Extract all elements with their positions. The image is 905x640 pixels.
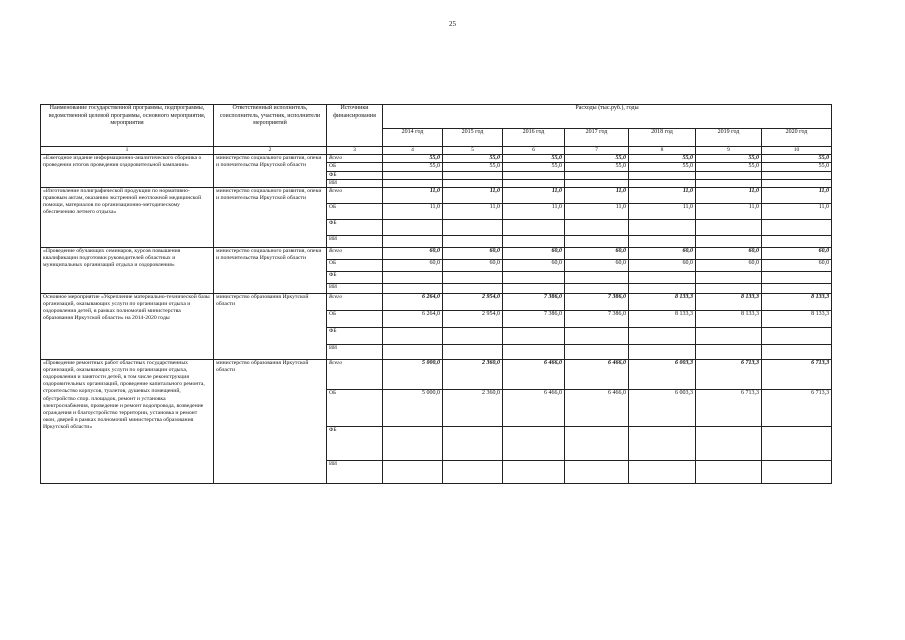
expense-value <box>762 344 832 359</box>
funding-source: ОБ <box>327 389 383 426</box>
expense-value: 2 954,0 <box>443 310 503 327</box>
measure-name: «Ежегодное издание информационно-аналитического сборника о проведении итогов проведения оздоровительной кампании» <box>41 154 214 187</box>
expense-value <box>383 426 443 460</box>
expense-value: 11,0 <box>443 187 503 203</box>
expense-value: 6 466,0 <box>565 389 629 426</box>
table-row <box>41 187 832 203</box>
header-year: 2019 год <box>696 129 762 147</box>
column-number: 9 <box>696 147 762 155</box>
expense-value: 11,0 <box>762 187 832 203</box>
expense-value <box>565 426 629 460</box>
expense-value: 55,0 <box>503 163 565 172</box>
header-source: Источники финансирования <box>327 105 383 147</box>
expense-value <box>629 171 696 179</box>
expense-value <box>629 283 696 293</box>
expense-value <box>565 344 629 359</box>
expense-value <box>696 219 762 235</box>
expense-value <box>762 219 832 235</box>
funding-source: ИИ <box>327 283 383 293</box>
expense-value <box>762 426 832 460</box>
page-number: 25 <box>449 20 456 28</box>
expense-value: 55,0 <box>696 163 762 172</box>
column-number: 5 <box>443 147 503 155</box>
funding-source: ФБ <box>327 426 383 460</box>
expense-value <box>443 179 503 187</box>
expense-value: 2 360,0 <box>443 359 503 389</box>
expense-value <box>443 460 503 483</box>
expense-value <box>696 327 762 344</box>
measure-executor: министерство социального развития, опеки и попечительства Иркутской области <box>214 154 327 187</box>
expenses-table <box>40 104 832 484</box>
expense-value: 8 133,3 <box>696 293 762 310</box>
expense-value: 6 713,3 <box>696 359 762 389</box>
header-year: 2015 год <box>443 129 503 147</box>
expense-value <box>565 460 629 483</box>
expense-value <box>696 426 762 460</box>
expense-value <box>383 235 443 247</box>
expense-value <box>383 271 443 283</box>
funding-source: ФБ <box>327 271 383 283</box>
expense-value <box>565 171 629 179</box>
expense-value: 8 133,3 <box>629 293 696 310</box>
funding-source: ИИ <box>327 235 383 247</box>
funding-source: Всего <box>327 247 383 259</box>
expense-value <box>565 219 629 235</box>
measure-name: «Проведение ремонтных работ областных государственных организаций, оказывающих услуги по организации отдыха, оздоровления и занятости детей, в том числе реконструкция оздоровительных организаций, проведение капитального ремонта, строительство корпусов, туалетов, душевых помещений, обустройство спор. площадок, ремонт и установка электроснабжения, проведение и ремонт водопровода, возведение ограждения и благоустройство территории, установка и ремонт окон, дверей в рамках полномочий министерства образования Иркутской области» <box>41 359 214 483</box>
expense-value: 6 264,0 <box>383 293 443 310</box>
funding-source: ОБ <box>327 203 383 219</box>
measure-executor: министерство социального развития, опеки и попечительства Иркутской области <box>214 187 327 247</box>
expense-value <box>629 235 696 247</box>
measure-executor: министерство образования Иркутской области <box>214 293 327 359</box>
header-year: 2014 год <box>383 129 443 147</box>
expense-value <box>503 171 565 179</box>
table-body <box>41 154 832 483</box>
expense-value: 5 000,0 <box>383 389 443 426</box>
funding-source: Всего <box>327 154 383 163</box>
expense-value <box>443 171 503 179</box>
expense-value <box>629 426 696 460</box>
expense-value: 7 386,0 <box>503 310 565 327</box>
expense-value <box>629 179 696 187</box>
expense-value: 11,0 <box>503 187 565 203</box>
expense-value: 60,0 <box>762 247 832 259</box>
expense-value: 60,0 <box>503 247 565 259</box>
expense-value <box>383 344 443 359</box>
expense-value: 55,0 <box>443 163 503 172</box>
header-name: Наименование государственной программы, подпрограммы, ведомственной целевой программы, основного мероприятия, мероприятия <box>41 105 214 147</box>
expense-value: 11,0 <box>383 203 443 219</box>
expense-value: 55,0 <box>565 163 629 172</box>
expense-value: 7 386,0 <box>565 310 629 327</box>
funding-source: ИИ <box>327 344 383 359</box>
funding-source: ИИ <box>327 179 383 187</box>
expense-value: 60,0 <box>629 259 696 271</box>
expense-value: 55,0 <box>383 163 443 172</box>
funding-source: Всего <box>327 187 383 203</box>
table-header <box>41 105 832 155</box>
expense-value: 11,0 <box>383 187 443 203</box>
expense-value: 11,0 <box>565 187 629 203</box>
expense-value: 60,0 <box>383 259 443 271</box>
expense-value: 55,0 <box>383 154 443 163</box>
funding-source: ИИ <box>327 460 383 483</box>
expense-value <box>503 283 565 293</box>
expense-value <box>696 171 762 179</box>
header-year: 2020 год <box>762 129 832 147</box>
expense-value: 6 713,3 <box>762 389 832 426</box>
expense-value: 60,0 <box>696 247 762 259</box>
expense-value <box>629 327 696 344</box>
expense-value <box>696 344 762 359</box>
expense-value <box>443 235 503 247</box>
expense-value <box>503 426 565 460</box>
expense-value <box>762 271 832 283</box>
funding-source: ФБ <box>327 171 383 179</box>
expense-value: 11,0 <box>503 203 565 219</box>
expense-value: 11,0 <box>629 203 696 219</box>
expense-value: 5 000,0 <box>383 359 443 389</box>
expense-value: 6 713,3 <box>696 389 762 426</box>
expense-value <box>503 179 565 187</box>
expense-value: 60,0 <box>383 247 443 259</box>
expense-value <box>565 283 629 293</box>
expense-value <box>383 283 443 293</box>
expense-value <box>443 219 503 235</box>
funding-source: ФБ <box>327 327 383 344</box>
expense-value: 60,0 <box>443 259 503 271</box>
expense-value <box>443 327 503 344</box>
measure-name: «Изготовление полиграфической продукции по нормативно-правовым актам, оказанию экстренной неотложной медицинской помощи, материалов по организационно-методическому обеспечению летнего отдыха» <box>41 187 214 247</box>
expense-value <box>383 219 443 235</box>
expense-value: 60,0 <box>762 259 832 271</box>
expense-value <box>503 344 565 359</box>
expense-value: 6 466,0 <box>503 389 565 426</box>
expense-value: 8 133,3 <box>629 310 696 327</box>
expense-value <box>503 219 565 235</box>
expense-value <box>443 271 503 283</box>
expense-value: 8 133,3 <box>696 310 762 327</box>
expense-value: 60,0 <box>443 247 503 259</box>
expense-value: 6 466,0 <box>503 359 565 389</box>
expense-value: 11,0 <box>565 203 629 219</box>
expense-value: 6 264,0 <box>383 310 443 327</box>
expense-value <box>629 344 696 359</box>
expense-value <box>383 171 443 179</box>
expense-value: 8 133,3 <box>762 310 832 327</box>
column-number: 8 <box>629 147 696 155</box>
expense-value <box>696 460 762 483</box>
expense-value: 55,0 <box>503 154 565 163</box>
expense-value <box>696 179 762 187</box>
expense-value: 2 954,0 <box>443 293 503 310</box>
expense-value <box>629 219 696 235</box>
expense-value: 60,0 <box>696 259 762 271</box>
measure-name: «Проведение обучающих семинаров, курсов повышения квалификации подготовки руководителей областных и муниципальных организаций отдыха и оздоровления» <box>41 247 214 293</box>
expense-value: 55,0 <box>696 154 762 163</box>
expense-value: 7 386,0 <box>503 293 565 310</box>
expense-value: 60,0 <box>565 259 629 271</box>
table-row <box>41 247 832 259</box>
expense-value: 60,0 <box>503 259 565 271</box>
expense-value <box>565 327 629 344</box>
funding-source: Всего <box>327 359 383 389</box>
expense-value <box>443 283 503 293</box>
expense-value: 6 003,3 <box>629 359 696 389</box>
expense-value: 11,0 <box>443 203 503 219</box>
expense-value <box>762 179 832 187</box>
expense-value <box>383 327 443 344</box>
expense-value <box>503 235 565 247</box>
expense-value <box>696 235 762 247</box>
expense-value <box>443 344 503 359</box>
expense-value <box>762 327 832 344</box>
expense-value <box>565 271 629 283</box>
expense-value: 6 713,3 <box>762 359 832 389</box>
expense-value: 7 386,0 <box>565 293 629 310</box>
expense-value: 2 360,0 <box>443 389 503 426</box>
expense-value: 6 466,0 <box>565 359 629 389</box>
expense-value: 55,0 <box>565 154 629 163</box>
expense-value <box>565 235 629 247</box>
expense-value: 55,0 <box>762 163 832 172</box>
expense-value: 55,0 <box>629 163 696 172</box>
expense-value <box>503 327 565 344</box>
expense-value <box>383 179 443 187</box>
funding-source: ОБ <box>327 163 383 172</box>
expense-value <box>503 460 565 483</box>
expense-value <box>503 271 565 283</box>
column-number: 10 <box>762 147 832 155</box>
expense-value <box>762 283 832 293</box>
funding-source: ОБ <box>327 310 383 327</box>
expense-value: 60,0 <box>565 247 629 259</box>
expense-value <box>696 271 762 283</box>
expense-value <box>762 460 832 483</box>
column-number: 2 <box>214 147 327 155</box>
expense-value <box>762 171 832 179</box>
expense-value <box>629 271 696 283</box>
expense-value: 55,0 <box>443 154 503 163</box>
expense-value: 55,0 <box>762 154 832 163</box>
expense-value <box>383 460 443 483</box>
header-year: 2017 год <box>565 129 629 147</box>
expense-value: 55,0 <box>629 154 696 163</box>
header-expenses: Расходы (тыс.руб.), годы <box>383 105 832 129</box>
expense-value: 11,0 <box>696 187 762 203</box>
table-row <box>41 359 832 389</box>
funding-source: Всего <box>327 293 383 310</box>
column-number: 1 <box>41 147 214 155</box>
measure-executor: министерство образования Иркутской области <box>214 359 327 483</box>
column-number: 7 <box>565 147 629 155</box>
header-year: 2016 год <box>503 129 565 147</box>
header-year: 2018 год <box>629 129 696 147</box>
funding-source: ОБ <box>327 259 383 271</box>
expense-value <box>696 283 762 293</box>
header-executor: Ответственный исполнитель, соисполнитель, участник, исполнители мероприятий <box>214 105 327 147</box>
expense-value <box>629 460 696 483</box>
expense-value: 11,0 <box>629 187 696 203</box>
expense-value <box>762 235 832 247</box>
column-number: 4 <box>383 147 443 155</box>
column-number: 6 <box>503 147 565 155</box>
table-row <box>41 154 832 163</box>
measure-name: Основное мероприятие «Укрепление материально-технической базы организаций, оказывающих услуги по организации отдыха и оздоровления детей, в рамках полномочий министерства образования Иркутской области» на 2014-2020 годы <box>41 293 214 359</box>
expense-value: 11,0 <box>696 203 762 219</box>
measure-executor: министерство социального развития, опеки и попечительства Иркутской области <box>214 247 327 293</box>
expense-value: 6 003,3 <box>629 389 696 426</box>
column-number: 3 <box>327 147 383 155</box>
table-row <box>41 293 832 310</box>
expense-value <box>443 426 503 460</box>
expense-value: 60,0 <box>629 247 696 259</box>
expense-value <box>565 179 629 187</box>
funding-source: ФБ <box>327 219 383 235</box>
expense-value: 11,0 <box>762 203 832 219</box>
expense-value: 8 133,3 <box>762 293 832 310</box>
